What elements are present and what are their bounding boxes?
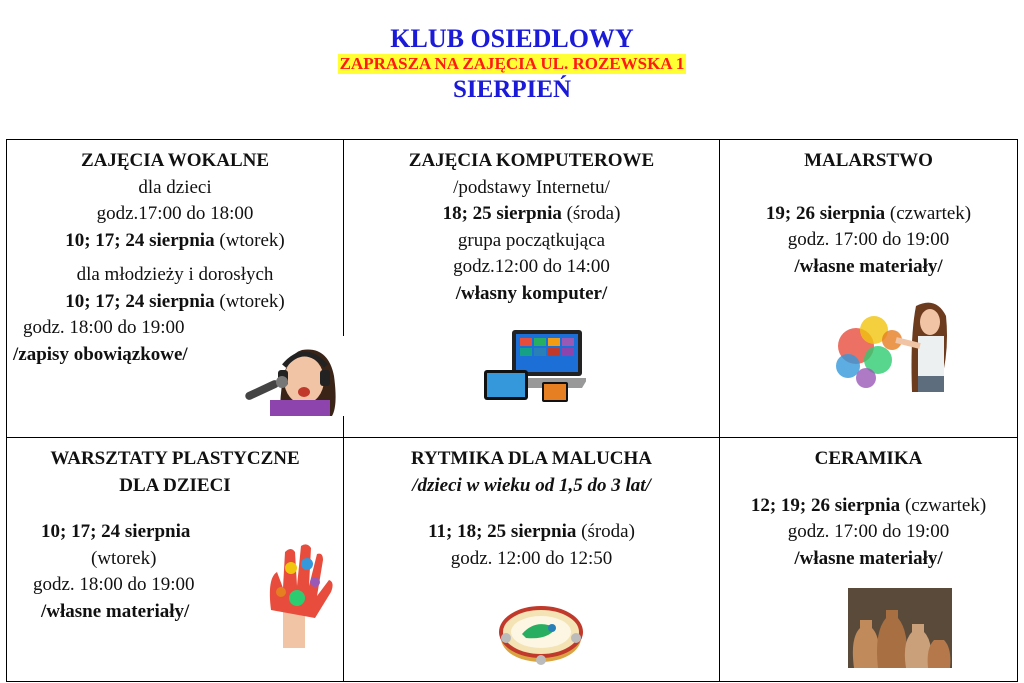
weekday: (czwartek): [900, 494, 987, 516]
time: godz. 17:00 do 19:00: [787, 229, 950, 250]
invitation-subtitle: ZAPRASZA NA ZAJĘCIA UL. ROZEWSKA 1: [339, 54, 685, 73]
weekday: (wtorek): [91, 547, 157, 569]
cell-title-line1: WARSZTATY PLASTYCZNE: [50, 448, 300, 469]
tambourine-icon: [496, 598, 586, 668]
weekday: (czwartek): [885, 202, 972, 224]
dates: 19; 26 sierpnia: [765, 202, 886, 224]
weekday-kids: (wtorek): [214, 229, 285, 251]
time-adults: godz. 18:00 do 19:00: [23, 317, 185, 338]
dates-kids: 10; 17; 24 sierpnia: [65, 229, 215, 251]
cell-title: CERAMIKA: [814, 448, 923, 469]
dates: 18; 25 sierpnia: [442, 203, 562, 224]
materials-note: /własne materiały/: [41, 600, 190, 622]
club-title: KLUB OSIEDLOWY: [390, 24, 634, 53]
dates: 10; 17; 24 sierpnia: [41, 521, 191, 542]
weekday-adults: (wtorek): [214, 290, 285, 312]
time: godz. 18:00 do 19:00: [33, 574, 195, 595]
cell-title: ZAJĘCIA KOMPUTEROWE: [408, 150, 655, 171]
topic: /podstawy Internetu/: [453, 176, 610, 198]
time: godz. 12:00 do 12:50: [450, 547, 613, 569]
cell-title: RYTMIKA DLA MALUCHA: [410, 448, 653, 469]
weekday: (środa): [561, 203, 621, 224]
weekday: (środa): [576, 521, 635, 542]
time: godz. 17:00 do 19:00: [787, 521, 950, 542]
audience-kids: dla dzieci: [138, 176, 212, 198]
own-computer-note: /własny komputer/: [455, 282, 608, 304]
painted-hand-icon: [257, 538, 337, 648]
time-kids: godz.17:00 do 18:00: [96, 203, 254, 224]
cell-title: MALARSTWO: [804, 150, 933, 171]
computer-devices-icon: [482, 326, 586, 406]
age-range: /dzieci w wieku od 1,5 do 3 lat/: [412, 474, 651, 496]
cell-zajecia-wokalne: [7, 140, 344, 438]
schedule-table: [6, 139, 1018, 682]
cell-rytmika: [344, 438, 720, 682]
dates: 12; 19; 26 sierpnia: [750, 494, 901, 516]
registration-note: /zapisy obowiązkowe/: [13, 343, 188, 365]
materials-note: /własne materiały/: [794, 547, 943, 569]
dates: 11; 18; 25 sierpnia: [428, 521, 577, 542]
cell-malarstwo: [720, 140, 1018, 438]
ceramic-pots-icon: [848, 588, 952, 668]
group-level: grupa początkująca: [457, 229, 606, 251]
month-title: SIERPIEŃ: [452, 76, 572, 103]
materials-note: /własne materiały/: [794, 255, 943, 277]
time: godz.12:00 do 14:00: [453, 256, 610, 277]
header: [0, 24, 1024, 105]
dates-adults: 10; 17; 24 sierpnia: [65, 290, 215, 312]
cell-ceramika: [720, 438, 1018, 682]
singer-microphone-icon: [240, 336, 344, 416]
audience-adults: dla młodzieży i dorosłych: [76, 264, 274, 285]
cell-zajecia-komputerowe: [344, 140, 720, 438]
cell-warsztaty-plastyczne: [7, 438, 344, 682]
paint-splash-girl-icon: [826, 296, 966, 396]
cell-title-line2: DLA DZIECI: [119, 474, 231, 496]
cell-title: ZAJĘCIA WOKALNE: [80, 150, 270, 171]
